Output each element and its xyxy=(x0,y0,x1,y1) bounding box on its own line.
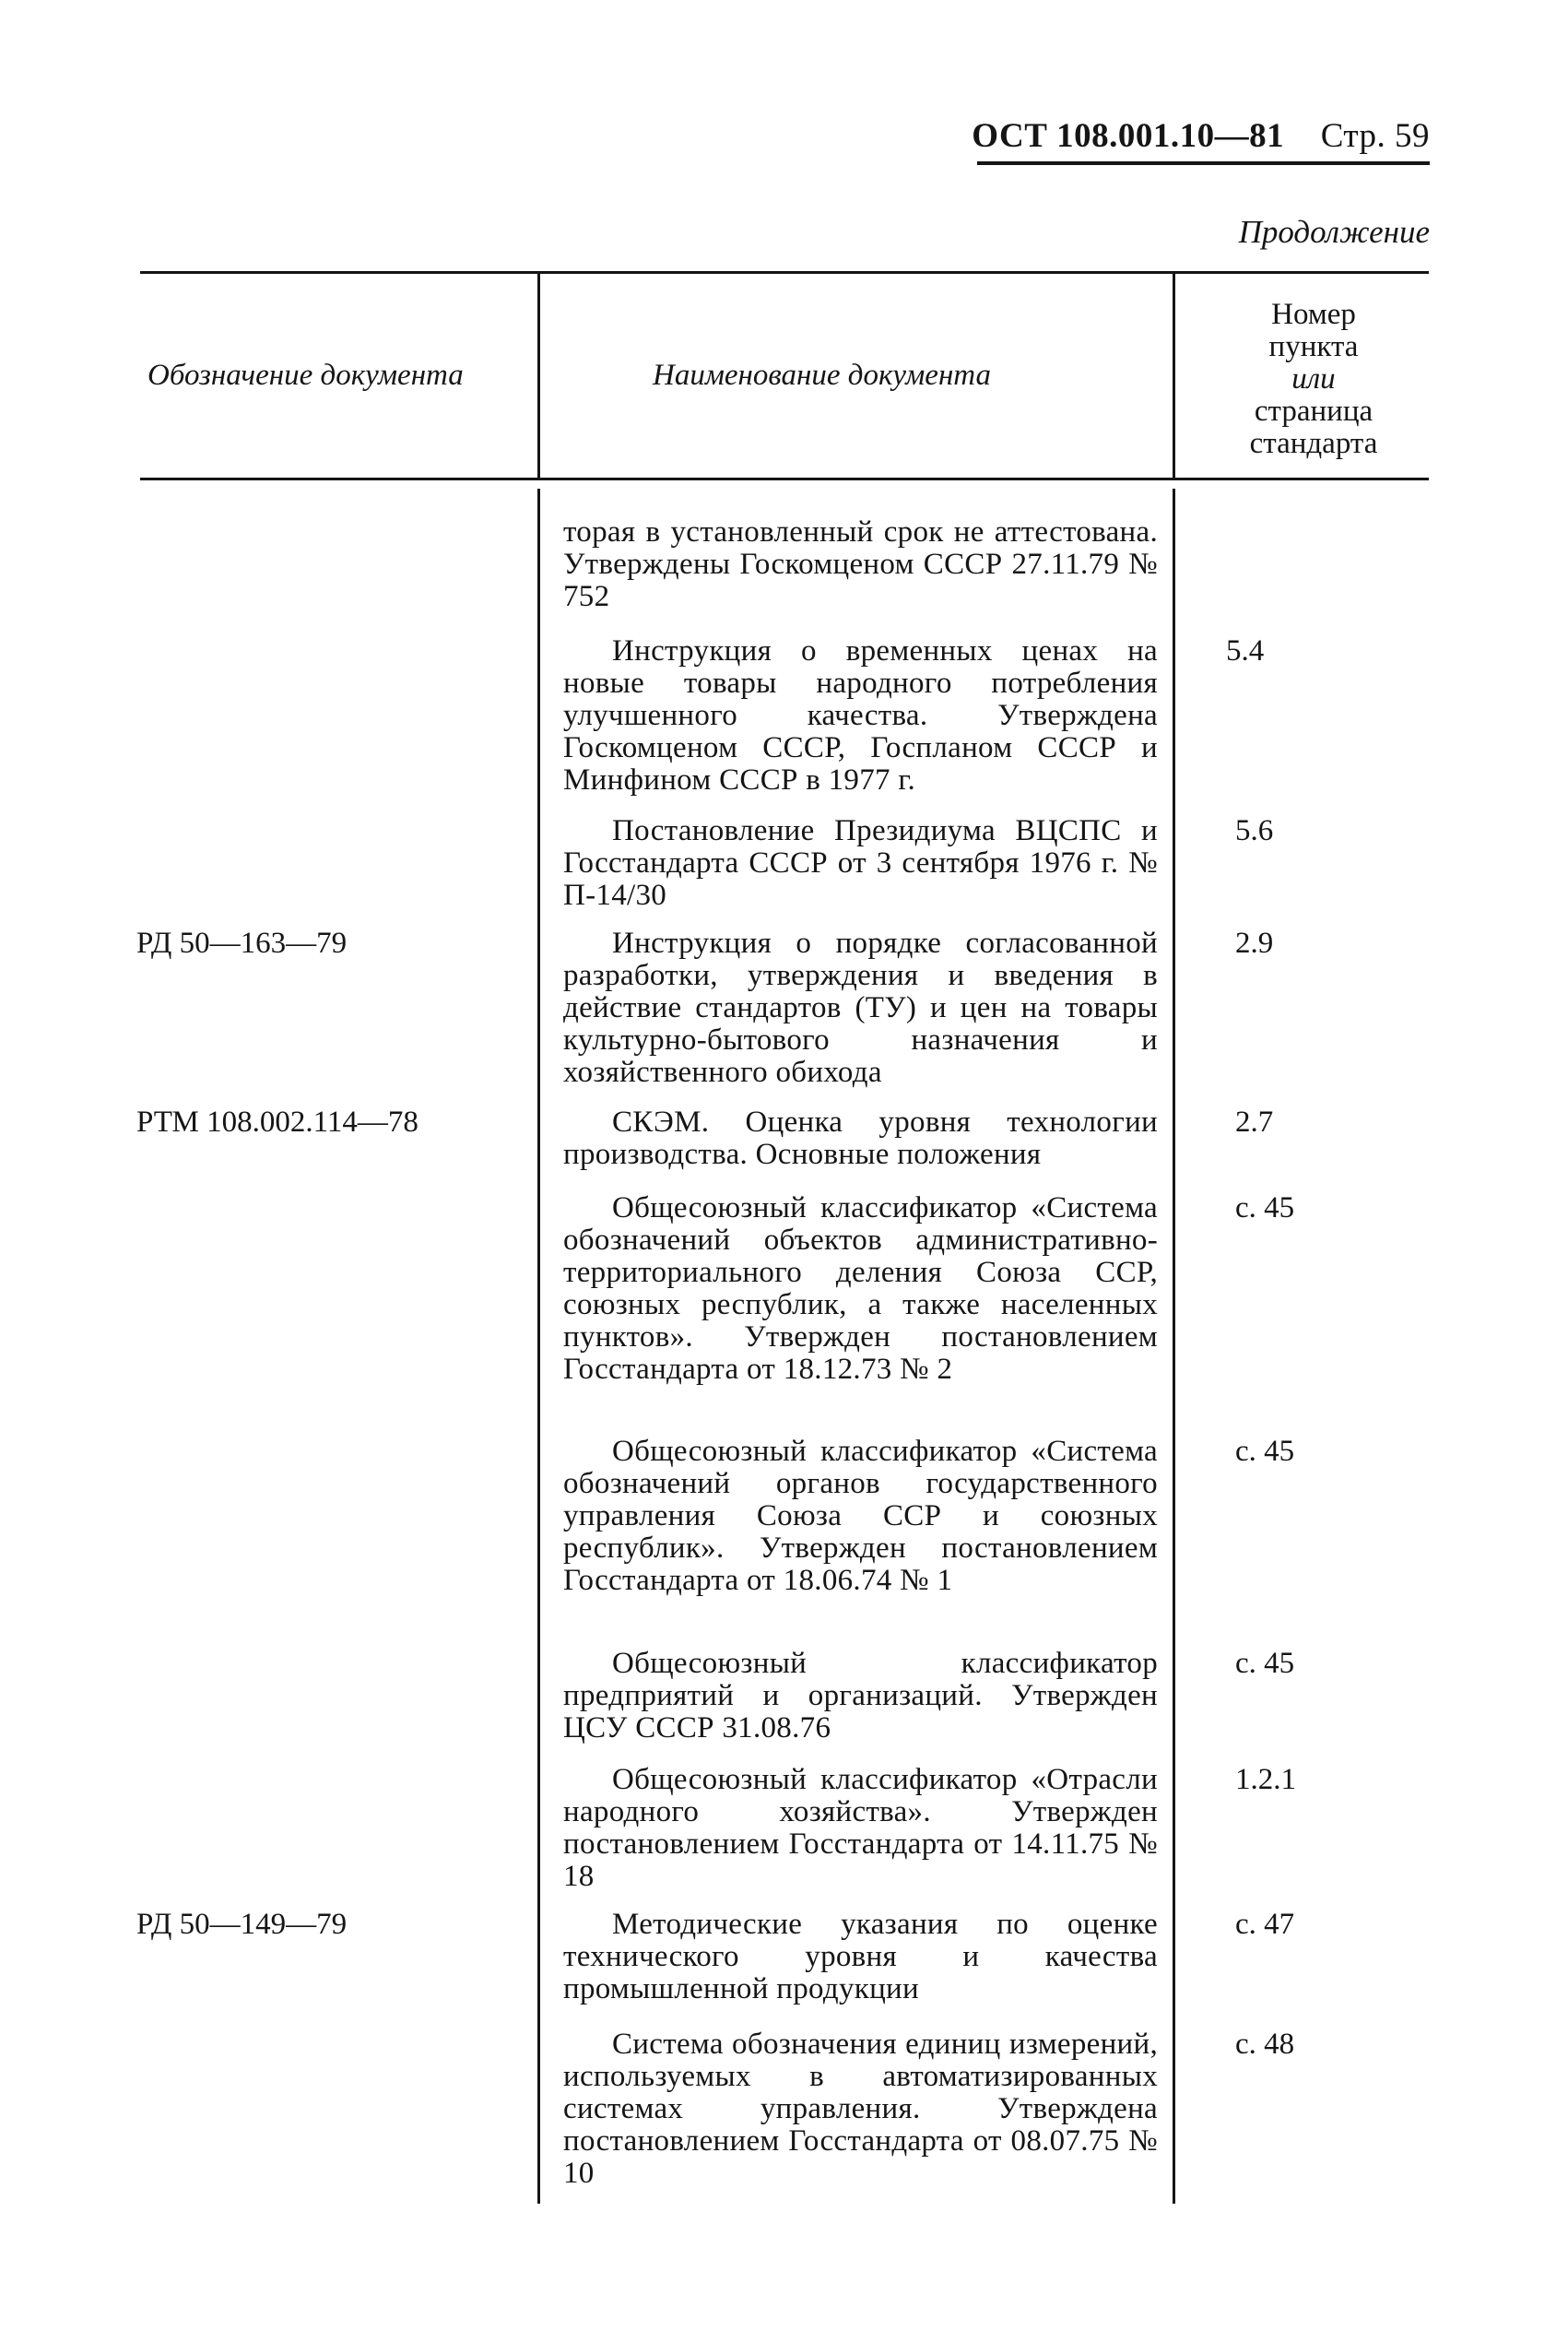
document-number: 2.9 xyxy=(1235,927,1274,960)
page-number: Стр. 59 xyxy=(1320,117,1430,155)
column-header-number-line: Номер xyxy=(1271,298,1356,331)
header-divider-1 xyxy=(537,273,540,479)
column-header-number-line: пункта xyxy=(1268,330,1359,363)
continuation-label: Продолжение xyxy=(1238,214,1430,250)
column-header-number xyxy=(1198,299,1429,460)
document-name: Инструкция о временных ценах на новые товары народного потребления улучшенного качества. Утверждена Госкомценом СССР, Госпланом СССР и Минфином СССР в 1977 г. xyxy=(563,634,1158,797)
document-name: СКЭМ. Оценка уровня технологии производства. Основные положения xyxy=(563,1106,1158,1171)
document-designation: РД 50—149—79 xyxy=(136,1908,348,1941)
document-name: Общесоюзный классификатор «Система обозначений объектов административно-территориального деления Союза ССР, союзных республик, а также населенных пунктов». Утвержден постановлением Госстандарта от 18.12.73 № 2 xyxy=(563,1191,1158,1386)
column-header-name: Наименование документа xyxy=(653,359,992,392)
document-number: 5.4 xyxy=(1226,634,1265,668)
body-divider-1 xyxy=(537,489,540,2204)
body-divider-2 xyxy=(1173,489,1175,2204)
document-designation: РТМ 108.002.114—78 xyxy=(136,1106,419,1139)
document-name: Общесоюзный классификатор «Система обозначений органов государственного управления Союза ССР и союзных республик». Утвержден постановлением Госстандарта от 18.06.74 № 1 xyxy=(563,1435,1158,1597)
standard-code: ОСТ 108.001.10—81 xyxy=(972,117,1285,155)
document-name: Общесоюзный классификатор «Отрасли народного хозяйства». Утвержден постановлением Госстандарта от 14.11.75 № 18 xyxy=(563,1763,1158,1893)
table-header-rule xyxy=(140,478,1429,480)
document-number: с. 48 xyxy=(1235,2028,1295,2061)
document-number: с. 47 xyxy=(1235,1908,1295,1941)
document-name: Постановление Президиума ВЦСПС и Госстандарта СССР от 3 сентября 1976 г. № П-14/30 xyxy=(563,814,1158,912)
page-header xyxy=(972,116,1430,156)
column-header-number-line: стандарта xyxy=(1249,427,1378,460)
document-name: Система обозначения единиц измерений, используемых в автоматизированных системах управления. Утверждена постановлением Госстандарта от 08.07.75 № 10 xyxy=(563,2028,1158,2190)
header-underline xyxy=(977,161,1430,165)
document-number: 1.2.1 xyxy=(1235,1763,1296,1796)
header-divider-2 xyxy=(1173,273,1175,479)
document-name: торая в установленный срок не аттестована. Утверждены Госкомценом СССР 27.11.79 № 752 xyxy=(563,515,1158,613)
document-number: с. 45 xyxy=(1235,1647,1295,1680)
column-header-number-line: страница xyxy=(1254,395,1373,428)
document-name: Инструкция о порядке согласованной разработки, утверждения и введения в действие стандартов (ТУ) и цен на товары культурно-бытового назначения и хозяйственного обихода xyxy=(563,927,1158,1089)
table-top-rule xyxy=(140,271,1429,274)
document-number: с. 45 xyxy=(1235,1191,1295,1224)
document-name: Методические указания по оценке технического уровня и качества промышленной продукции xyxy=(563,1908,1158,2005)
document-name: Общесоюзный классификатор предприятий и организаций. Утвержден ЦСУ СССР 31.08.76 xyxy=(563,1647,1158,1745)
document-number: 5.6 xyxy=(1235,814,1274,847)
document-number: 2.7 xyxy=(1235,1106,1274,1139)
column-header-number-line: или xyxy=(1291,362,1336,396)
column-header-designation: Обозначение документа xyxy=(147,359,464,392)
document-designation: РД 50—163—79 xyxy=(136,927,348,960)
document-number: с. 45 xyxy=(1235,1435,1295,1468)
